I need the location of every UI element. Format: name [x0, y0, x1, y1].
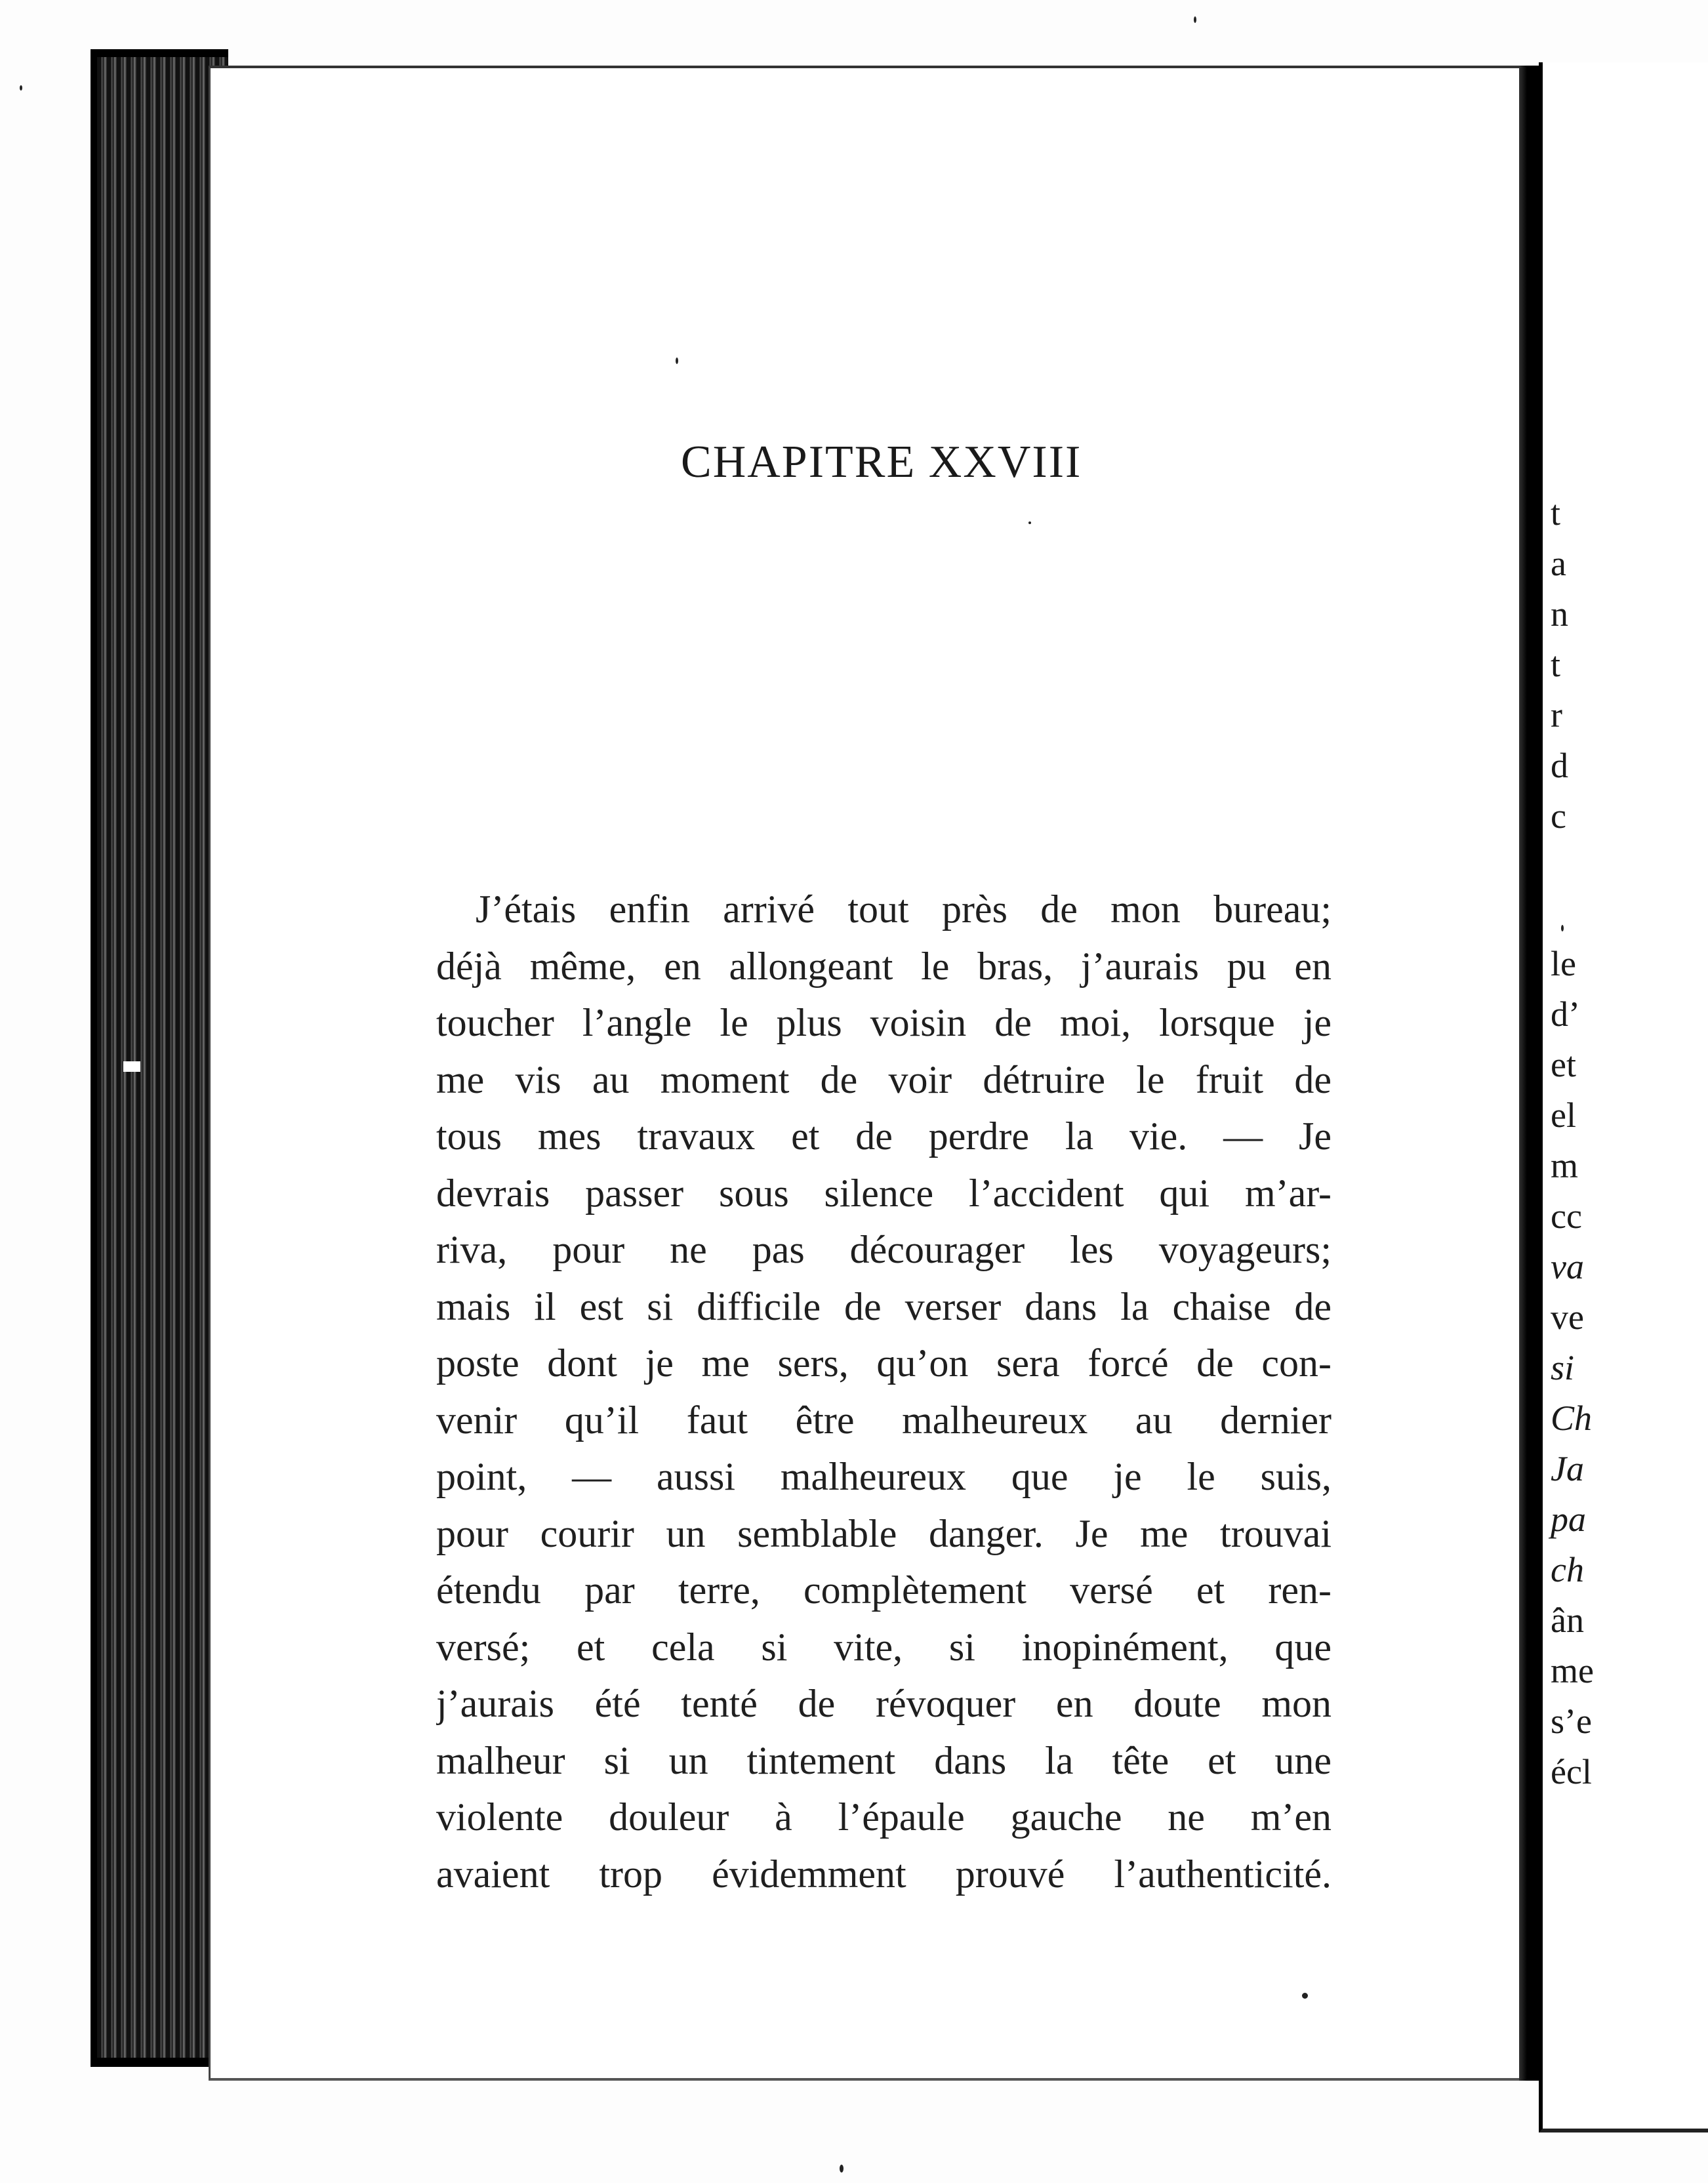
facing-fragment: c	[1551, 796, 1566, 836]
facing-fragment: m	[1551, 1146, 1579, 1185]
text-line: J’étais enfin arrivé tout près de mon bureau;	[476, 887, 1332, 931]
chapter-title: CHAPITRE XXVIII	[681, 437, 1082, 487]
facing-fragment: el	[1551, 1095, 1576, 1135]
text-line: venir qu’il faut être malheureux au dernier	[436, 1398, 1332, 1442]
scan-speck	[1302, 1993, 1308, 1999]
facing-fragment: t	[1551, 493, 1561, 533]
text-line: me vis au moment de voir détruire le fruit de	[436, 1057, 1332, 1101]
text-line: violente douleur à l’épaule gauche ne m’en	[436, 1795, 1332, 1839]
facing-fragment: pa	[1551, 1500, 1586, 1539]
facing-fragment: Ch	[1551, 1398, 1593, 1438]
page-edges	[91, 49, 228, 2067]
text-line: versé; et cela si vite, si inopinément, que	[436, 1625, 1332, 1669]
facing-fragment: si	[1551, 1348, 1575, 1387]
facing-page-text-top	[1551, 495, 1708, 849]
facing-fragment: ân	[1551, 1601, 1584, 1640]
scan-speck	[1561, 925, 1564, 931]
text-line: avaient trop évidemment prouvé l’authenticité.	[436, 1852, 1332, 1896]
facing-fragment: ch	[1551, 1550, 1584, 1589]
facing-fragment: d’	[1551, 994, 1580, 1034]
text-line: j’aurais été tenté de révoquer en doute mon	[436, 1682, 1332, 1725]
facing-fragment: écl	[1551, 1752, 1592, 1791]
text-line: toucher l’angle le plus voisin de moi, lorsque je	[436, 1001, 1332, 1044]
scan-speck	[840, 2165, 844, 2173]
facing-fragment: va	[1551, 1247, 1584, 1286]
text-line: mais il est si difficile de verser dans la chaise de	[436, 1284, 1332, 1328]
text-line: devrais passer sous silence l’accident qui m’ar-	[436, 1171, 1332, 1215]
scan-speck	[676, 357, 678, 364]
facing-fragment: et	[1551, 1045, 1576, 1084]
text-line: déjà même, en allongeant le bras, j’aurais pu en	[436, 944, 1332, 988]
book-spine	[1519, 66, 1539, 2081]
page-edge-mark	[123, 1061, 140, 1072]
text-line: pour courir un semblable danger. Je me trouvai	[436, 1511, 1332, 1555]
scan-speck	[1028, 521, 1031, 524]
body-paragraph	[436, 881, 1332, 1902]
facing-fragment: Ja	[1551, 1449, 1584, 1488]
facing-fragment: d	[1551, 746, 1568, 785]
facing-fragment: cc	[1551, 1196, 1582, 1236]
text-line: riva, pour ne pas décourager les voyageurs;	[436, 1228, 1332, 1271]
facing-fragment: le	[1551, 944, 1576, 983]
facing-fragment: s’e	[1551, 1702, 1592, 1741]
text-line: tous mes travaux et de perdre la vie. — Je	[436, 1114, 1332, 1158]
facing-fragment: r	[1551, 695, 1562, 735]
scan-speck	[1194, 16, 1196, 23]
text-line: malheur si un tintement dans la tête et une	[436, 1738, 1332, 1782]
facing-page-text-bottom	[1551, 946, 1708, 1805]
text-line: étendu par terre, complètement versé et ren-	[436, 1568, 1332, 1612]
scan-speck	[20, 85, 22, 91]
text-line: poste dont je me sers, qu’on sera forcé de con-	[436, 1341, 1332, 1385]
facing-fragment: me	[1551, 1651, 1594, 1690]
text-line: point, — aussi malheureux que je le suis,	[436, 1455, 1332, 1498]
facing-fragment: ve	[1551, 1297, 1584, 1337]
facing-fragment: a	[1551, 544, 1566, 583]
facing-fragment: t	[1551, 645, 1561, 684]
facing-fragment: n	[1551, 594, 1568, 634]
